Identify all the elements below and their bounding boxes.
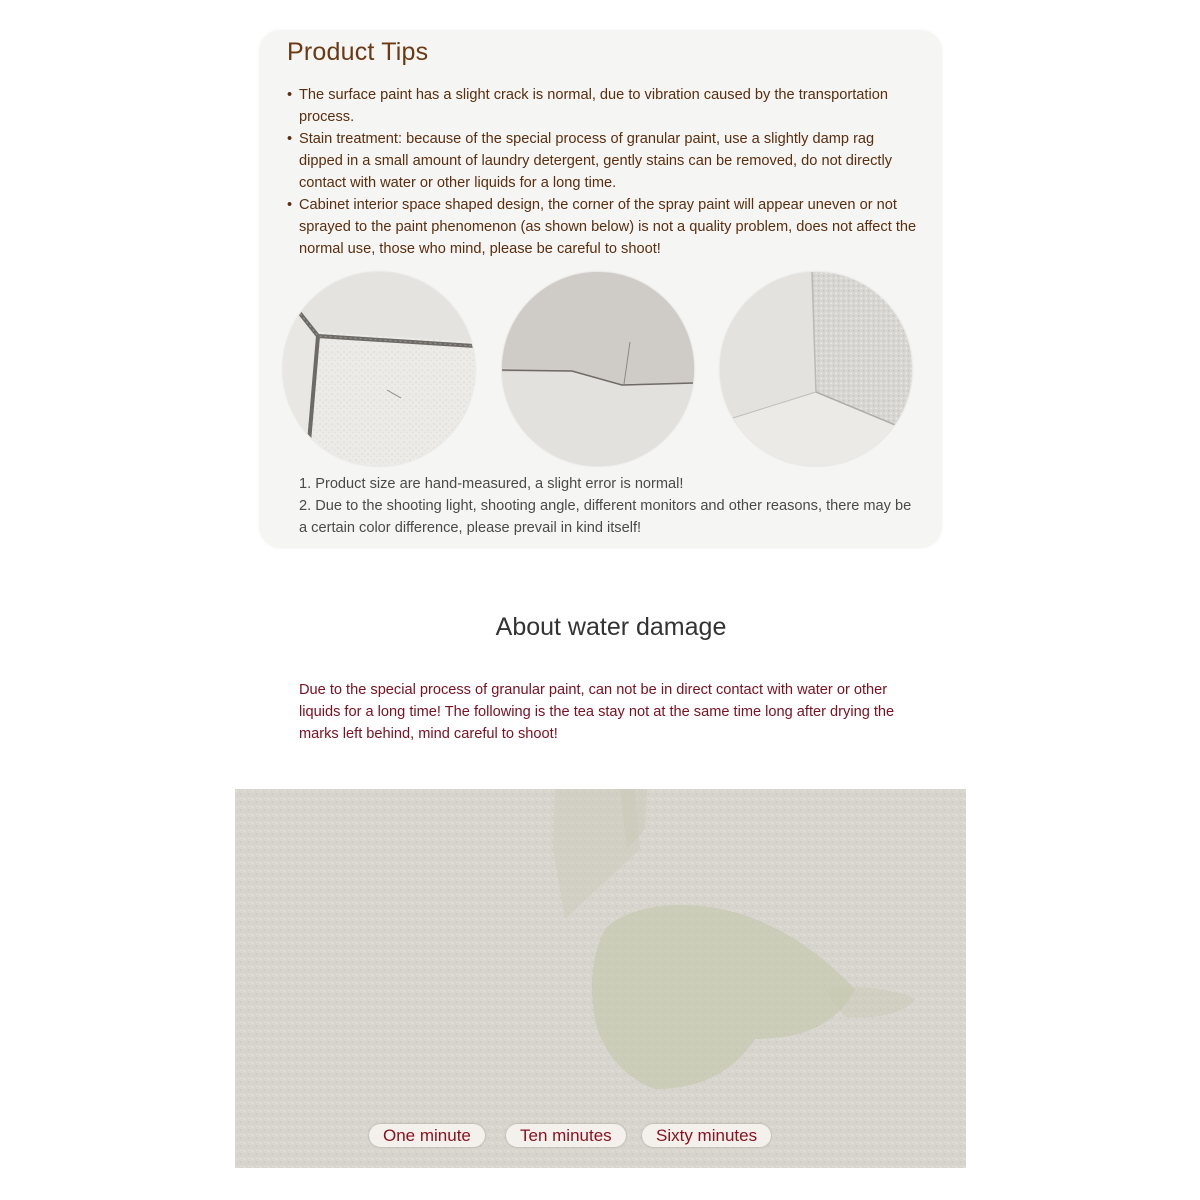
product-tips-title: Product Tips xyxy=(287,38,429,66)
label-ten-minutes: Ten minutes xyxy=(506,1124,626,1147)
label-sixty-minutes: Sixty minutes xyxy=(642,1124,771,1147)
corner-photo-1 xyxy=(283,272,475,466)
tea-stain-photo xyxy=(235,789,966,1168)
corner-photo-2 xyxy=(502,272,694,466)
disclaimer-notes xyxy=(299,473,919,539)
tips-list xyxy=(287,84,919,260)
water-damage-description: Due to the special process of granular paint, can not be in direct contact with water or other liquids for a long time! The following is the tea stay not at the same time long after drying the marks left behind, mind careful to shoot! xyxy=(299,682,895,742)
note-color: 2. Due to the shooting light, shooting angle, different monitors and other reasons, there may be a certain color difference, please prevail in kind itself! xyxy=(299,498,912,536)
corner-photo-3 xyxy=(720,272,912,466)
note-size: 1. Product size are hand-measured, a slight error is normal! xyxy=(299,476,684,492)
corner-photo-row xyxy=(283,272,923,466)
tip-transport-crack: • The surface paint has a slight crack is normal, due to vibration caused by the transportation process. xyxy=(287,84,919,128)
product-tips-card xyxy=(259,30,942,548)
water-damage-title: About water damage xyxy=(495,613,727,641)
tip-corner-paint: • Cabinet interior space shaped design, the corner of the spray paint will appear uneven or not sprayed to the paint phenomenon (as shown below) is not a quality problem, does not affect the normal use, those who mind, please be careful to shoot! xyxy=(287,194,919,260)
label-one-minute: One minute xyxy=(369,1124,485,1147)
tip-stain-treatment: • Stain treatment: because of the special process of granular paint, use a slightly damp rag dipped in a small amount of laundry detergent, gently stains can be removed, do not directly contact with water or other liquids for a long time. xyxy=(287,128,919,194)
